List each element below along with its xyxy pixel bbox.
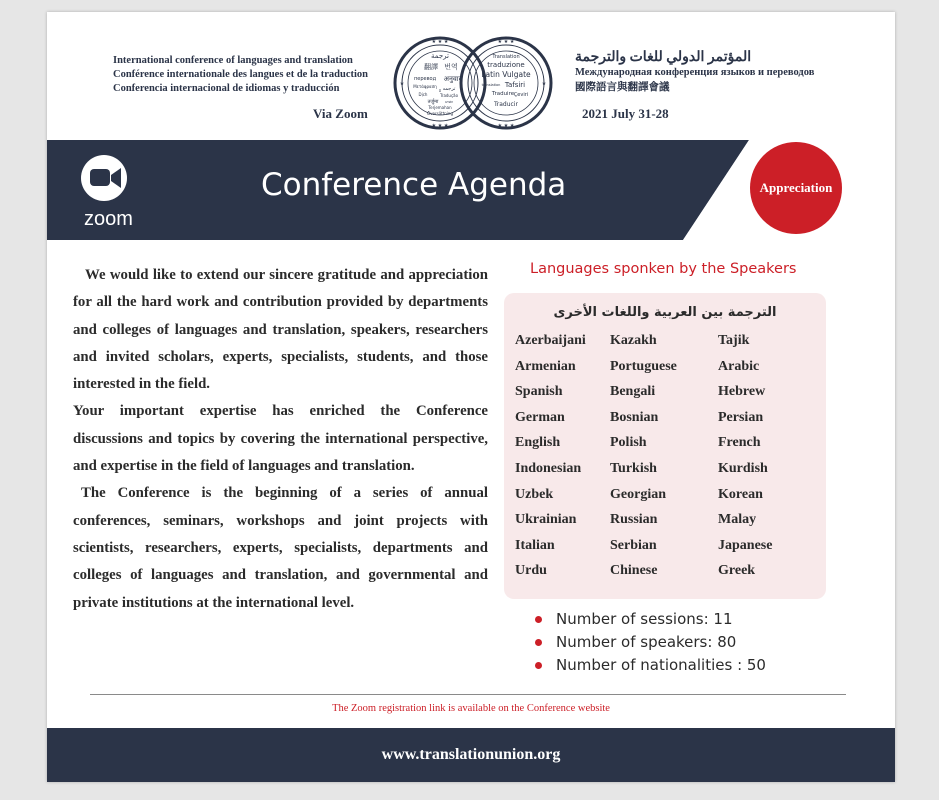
footer-bar — [47, 728, 895, 782]
logo-word: Terjemahan — [428, 105, 452, 110]
registration-note: The Zoom registration link is available on the Conference website — [332, 703, 610, 714]
languages-box — [504, 293, 826, 599]
logo-word: 翻譯 — [424, 63, 438, 71]
header-title-ar: المؤتمر الدولي للغات والترجمة — [575, 50, 752, 65]
language-item: Japanese — [718, 537, 773, 553]
language-item: Spanish — [515, 384, 563, 400]
language-item: Persian — [718, 409, 764, 425]
language-item: Indonesian — [515, 460, 582, 476]
paragraph-3: The Conference is the beginning of a series of annual conferences, seminars, workshops and joint projects with scientists, researchers, experts, specialists, departments and colleges of languages and translation, and governmental and private institutions at the international level. — [73, 485, 488, 611]
website-link[interactable]: www.translationunion.org — [381, 746, 561, 763]
appreciation-badge: Appreciation — [750, 142, 842, 234]
header-left-titles — [113, 54, 413, 96]
language-item: Malay — [718, 512, 757, 528]
logo-word: Tradução — [439, 93, 459, 98]
language-item: Russian — [610, 512, 658, 528]
language-item: Serbian — [610, 537, 657, 553]
language-item: Bengali — [610, 384, 656, 400]
divider — [90, 694, 846, 695]
languages-grid — [515, 333, 828, 589]
conference-stats — [535, 608, 766, 677]
language-item: German — [515, 409, 565, 425]
agenda-page — [47, 12, 895, 782]
language-item: Georgian — [610, 486, 666, 502]
logo-word: traduzione — [487, 61, 525, 69]
logo-word: Çeviri — [513, 92, 529, 98]
languages-arabic-heading: الترجمة بين العربية واللغات الأخرى — [553, 305, 777, 320]
language-item: Urdu — [515, 563, 547, 579]
language-item: Kurdish — [718, 460, 768, 476]
language-item: Hebrew — [718, 384, 766, 400]
language-item: Armenian — [515, 358, 576, 374]
logo-word: ترجمة — [431, 52, 449, 60]
logo-word: Dịch — [418, 92, 428, 97]
logo-word: ترجمه — [442, 86, 456, 92]
logo-word: Traducir — [494, 101, 518, 108]
languages-title: Languages sponken by the Speakers — [530, 261, 797, 277]
language-item: Uzbek — [515, 486, 554, 502]
header-title-en: International conference of languages and translation — [113, 55, 353, 66]
language-item: Polish — [610, 435, 647, 451]
paragraph-2: Your important expertise has enriched the Conference discussions and topics by covering the international perspective, and expertise in the field of languages and translation. — [73, 403, 488, 475]
language-item: Greek — [718, 563, 756, 579]
header-right-titles — [575, 50, 875, 95]
svg-text:★ ★ ★: ★ ★ ★ — [431, 123, 449, 129]
language-item: Korean — [718, 486, 763, 502]
language-item: Portuguese — [610, 358, 677, 374]
language-item: Turkish — [610, 460, 657, 476]
logo-word: तर्जुमा — [427, 99, 439, 105]
stat-item — [535, 631, 766, 654]
language-item: Italian — [515, 537, 555, 553]
logo-word: Traduire — [491, 91, 515, 97]
bullet-icon — [535, 616, 542, 623]
paragraph-1: We would like to extend our sincere gratitude and appreciation for all the hard work and contribution provided by departments and colleges of languages and translation, speakers, researchers and invited scholars, experts, specialists, students, and those interested in the field. — [73, 267, 488, 393]
stat-nationalities: Number of nationalities : 50 — [556, 656, 766, 674]
page-title: Conference Agenda — [261, 167, 567, 203]
logo-word: Tafsiri — [504, 81, 526, 89]
zoom-camera-icon — [81, 155, 127, 201]
bullet-icon — [535, 662, 542, 669]
language-item: Bosnian — [610, 409, 659, 425]
zoom-label: zoom — [84, 208, 133, 230]
svg-text:★: ★ — [399, 81, 405, 87]
svg-text:★ ★ ★: ★ ★ ★ — [497, 123, 515, 129]
appreciation-text — [73, 262, 488, 617]
header-title-es: Conferencia internacional de idiomas y traducción — [113, 83, 340, 94]
header-title-fr: Conférence internationale des langues et de la traduction — [113, 69, 368, 80]
conference-date: 2021 July 31-28 — [582, 106, 669, 121]
logo-word: 번역 — [444, 63, 458, 71]
language-item: Azerbaijani — [515, 333, 586, 348]
language-item: English — [515, 435, 561, 451]
svg-text:★ ★ ★: ★ ★ ★ — [497, 39, 515, 45]
language-item: Arabic — [718, 358, 760, 374]
via-zoom-label: Via Zoom — [313, 106, 368, 121]
language-item: French — [718, 435, 761, 451]
logo-word: अनुवाद — [443, 75, 463, 83]
logo-word: Ⴧ — [438, 88, 442, 93]
bullet-icon — [535, 639, 542, 646]
svg-text:★: ★ — [541, 81, 547, 87]
language-item: Ukrainian — [515, 512, 577, 528]
stat-sessions: Number of sessions: 11 — [556, 610, 733, 628]
logo-word: Translation — [492, 54, 520, 60]
stat-speakers: Number of speakers: 80 — [556, 633, 737, 651]
conference-logo — [393, 36, 553, 130]
language-item: Chinese — [610, 563, 658, 579]
logo-word: Μετάφραση — [413, 84, 437, 89]
stat-item — [535, 608, 766, 631]
stat-item — [535, 654, 766, 677]
logo-word: Latin Vulgate — [481, 70, 531, 79]
header-title-ru: Международная конференция языков и переводов — [575, 67, 815, 78]
logo-word: translation — [481, 83, 501, 87]
language-item: Tajik — [718, 333, 750, 348]
header-title-zh: 國際語言與翻譯會議 — [575, 82, 670, 93]
logo-word: שׂגיא — [444, 99, 454, 104]
svg-text:★ ★ ★: ★ ★ ★ — [431, 39, 449, 45]
language-item: Kazakh — [610, 333, 657, 348]
logo-word: перевод — [413, 76, 437, 82]
logo-word: Översättning — [426, 111, 454, 116]
